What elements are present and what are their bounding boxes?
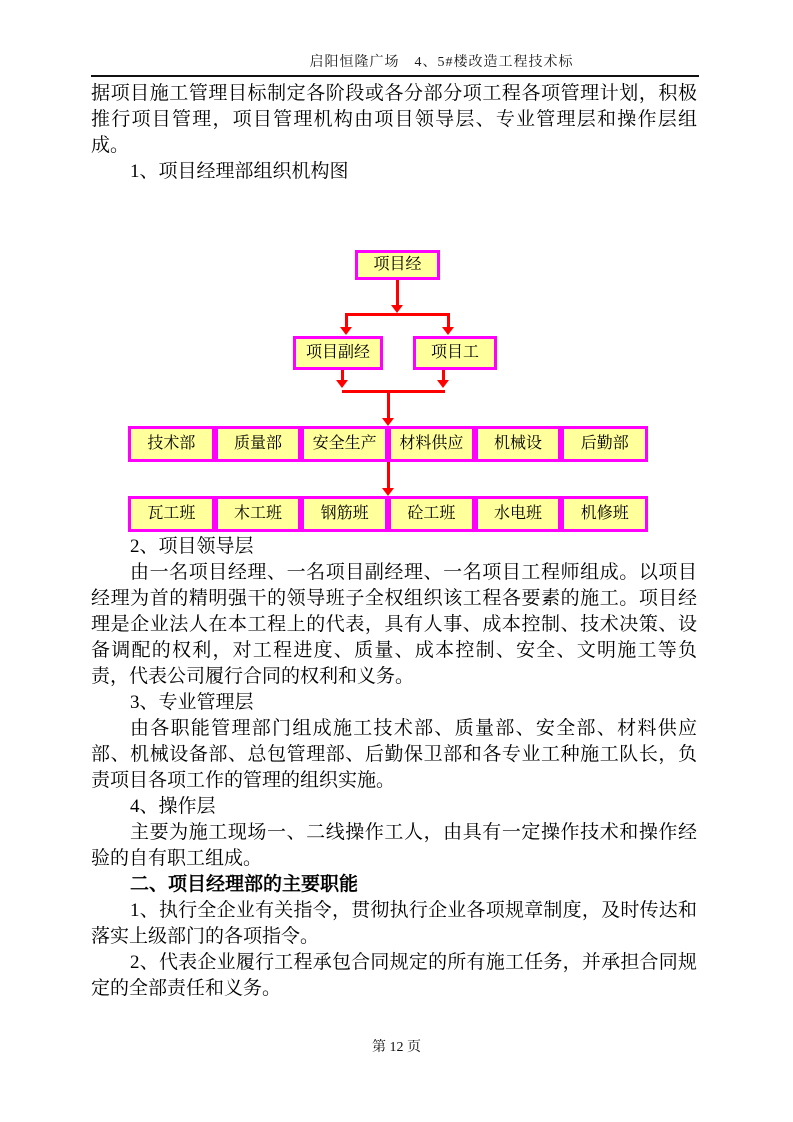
paragraph-management-layer: 由各职能管理部门组成施工技术部、质量部、安全部、材料供应部、机械设备部、总包管理部、后勤保卫部和各专业工种施工队长，负责项目各项工作的管理的组织实施。 xyxy=(91,718,697,791)
arrow-down-icon xyxy=(382,488,394,496)
chart-cell-quality-dept: 质量部 xyxy=(215,426,302,462)
page-header-title: 启阳恒隆广场 4、5#楼改造工程技术标 xyxy=(309,55,574,70)
connector-line xyxy=(342,390,445,393)
chart-cell-materials-dept: 材料供应 xyxy=(388,426,475,462)
arrow-down-icon xyxy=(391,305,403,313)
connector-line xyxy=(387,462,390,488)
connector-line xyxy=(387,390,390,418)
chart-box-project-engineer: 项目工 xyxy=(413,336,497,370)
list-item-org-chart-title: 1、项目经理部组织机构图 xyxy=(130,161,349,182)
chart-row-crews xyxy=(128,496,648,532)
chart-cell-machinery-dept: 机械设 xyxy=(475,426,562,462)
list-item-leadership-layer: 2、项目领导层 xyxy=(130,536,254,557)
paragraph-operation-layer: 主要为施工现场一、二线操作工人，由具有一定操作技术和操作经验的自有职工组成。 xyxy=(91,822,697,869)
chart-cell-machine-repair-crew: 机修班 xyxy=(561,496,648,532)
arrow-down-icon xyxy=(336,380,348,388)
page-number: 第 12 页 xyxy=(372,1040,421,1055)
paragraph-function-2: 2、代表企业履行工程承包合同规定的所有施工任务，并承担合同规定的全部责任和义务。 xyxy=(91,952,697,999)
connector-line xyxy=(396,280,399,307)
paragraph-leadership-layer: 由一名项目经理、一名项目副经理、一名项目工程师组成。以项目经理为首的精明强干的领导班子全权组织该工程各要素的施工。项目经理是企业法人在本工程上的代表，具有人事、成本控制、技术决策、设备调配的权利，对工程进度、质量、成本控制、安全、文明施工等负责，代表公司履行合同的权利和义务。 xyxy=(91,562,697,687)
chart-row-departments xyxy=(128,426,648,462)
arrow-down-icon xyxy=(437,380,449,388)
chart-cell-concrete-crew: 砼工班 xyxy=(388,496,475,532)
paragraph-function-1: 1、执行全企业有关指令，贯彻执行企业各项规章制度，及时传达和落实上级部门的各项指令。 xyxy=(91,900,697,947)
chart-box-project-manager: 项目经 xyxy=(355,250,440,280)
arrow-down-icon xyxy=(382,418,394,426)
chart-cell-technology-dept: 技术部 xyxy=(128,426,215,462)
connector-line xyxy=(345,313,450,316)
list-item-operation-layer: 4、操作层 xyxy=(130,796,216,817)
chart-cell-plumbing-electric-crew: 水电班 xyxy=(475,496,562,532)
org-chart xyxy=(91,238,697,534)
chart-cell-rebar-crew: 钢筋班 xyxy=(301,496,388,532)
list-item-management-layer: 3、专业管理层 xyxy=(130,692,254,713)
chart-cell-carpenter-crew: 木工班 xyxy=(215,496,302,532)
section-heading-main-functions: 二、项目经理部的主要职能 xyxy=(130,874,359,895)
arrow-down-icon xyxy=(442,327,454,335)
chart-box-deputy-manager: 项目副经 xyxy=(293,336,383,370)
document-body xyxy=(91,81,697,1002)
arrow-down-icon xyxy=(340,327,352,335)
chart-cell-mason-crew: 瓦工班 xyxy=(128,496,215,532)
header-rule xyxy=(91,75,699,77)
chart-cell-safety-dept: 安全生产 xyxy=(301,426,388,462)
chart-cell-logistics-dept: 后勤部 xyxy=(561,426,648,462)
paragraph-intro: 据项目施工管理目标制定各阶段或各分部分项工程各项管理计划，积极推行项目管理，项目管理机构由项目领导层、专业管理层和操作层组成。 xyxy=(91,83,697,156)
